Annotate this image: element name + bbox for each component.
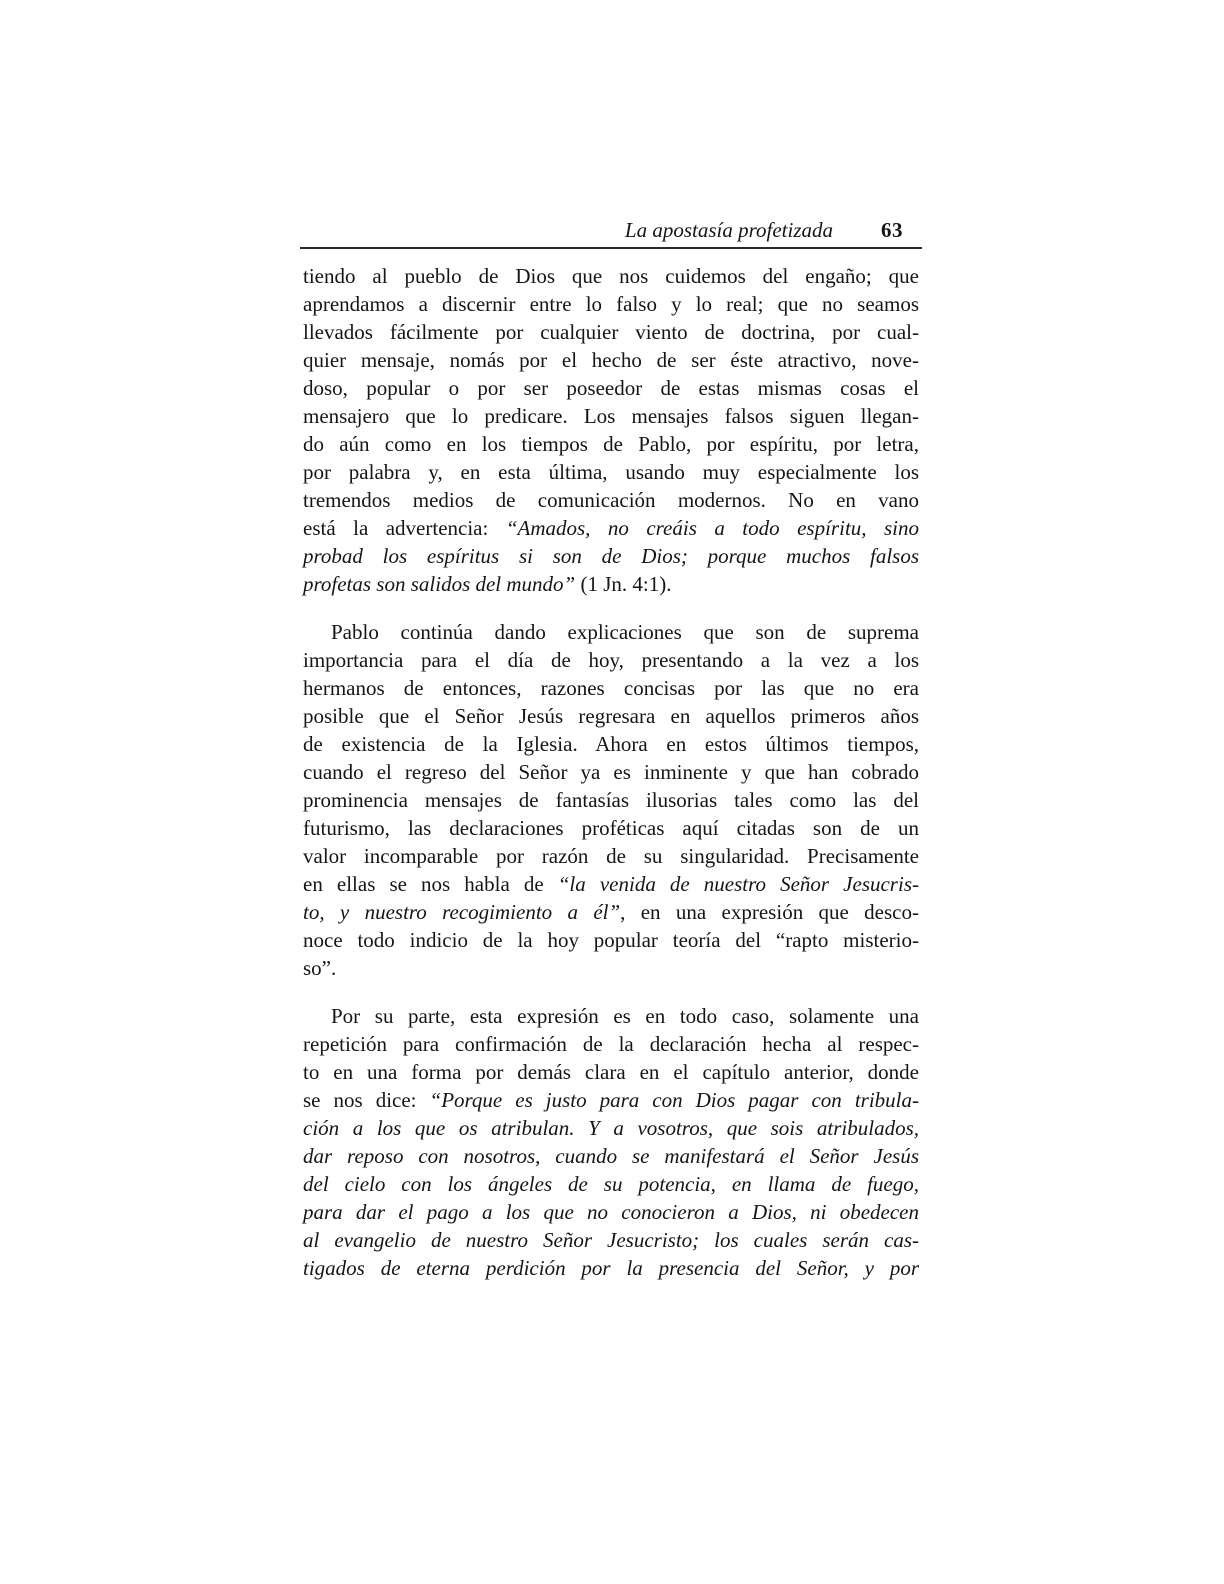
text-line — [303, 814, 919, 842]
text-segment: Por su parte, esta expresión es en todo caso, solamente una — [331, 1004, 919, 1028]
text-line — [303, 702, 919, 730]
text-line — [303, 458, 919, 486]
text-line — [303, 262, 919, 290]
text-segment: cuando el regreso del Señor ya es inminente y que han cobrado — [303, 760, 919, 784]
paragraph — [303, 618, 919, 982]
text-segment: , en una expresión que desco- — [620, 900, 919, 924]
text-segment: posible que el Señor Jesús regresara en aquellos primeros años — [303, 704, 919, 728]
text-line — [303, 542, 919, 570]
text-line — [303, 730, 919, 758]
text-segment: tremendos medios de comunicación modernos. No en vano — [303, 488, 919, 512]
text-segment: Pablo continúa dando explicaciones que son de suprema — [331, 620, 919, 644]
quote-segment: del cielo con los ángeles de su potencia, en llama de fuego, — [303, 1172, 919, 1196]
text-line — [303, 1170, 919, 1198]
text-line — [303, 1198, 919, 1226]
paragraph — [303, 262, 919, 598]
text-segment: llevados fácilmente por cualquier viento de doctrina, por cual- — [303, 320, 919, 344]
text-line — [303, 618, 919, 646]
quote-segment: “Porque es justo para con Dios pagar con tribula- — [429, 1088, 919, 1112]
text-segment: noce todo indicio de la hoy popular teoría del “rapto misterio- — [303, 928, 919, 952]
text-segment: hermanos de entonces, razones concisas por las que no era — [303, 676, 919, 700]
paragraph — [303, 1002, 919, 1282]
text-line — [303, 1142, 919, 1170]
text-segment: está la advertencia: — [303, 516, 506, 540]
text-segment: doso, popular o por ser poseedor de estas mismas cosas el — [303, 376, 919, 400]
quote-segment: profetas son salidos del mundo” — [303, 572, 576, 596]
text-segment: tiendo al pueblo de Dios que nos cuidemos del engaño; que — [303, 264, 919, 288]
quote-segment: dar reposo con nosotros, cuando se manifestará el Señor Jesús — [303, 1144, 919, 1168]
quote-segment: “Amados, no creáis a todo espíritu, sino — [505, 516, 920, 540]
text-line — [303, 786, 919, 814]
text-line — [303, 290, 919, 318]
quote-segment: para dar el pago a los que no conocieron a Dios, ni obedecen — [303, 1200, 919, 1224]
chapter-title: La apostasía profetizada — [624, 218, 833, 242]
text-line — [303, 1086, 919, 1114]
text-segment: quier mensaje, nomás por el hecho de ser éste atractivo, nove- — [303, 348, 919, 372]
text-line — [303, 954, 919, 982]
quote-segment: ción a los que os atribulan. Y a vosotros, que sois atribulados, — [303, 1116, 919, 1140]
quote-segment: “la venida de nuestro Señor Jesucris- — [557, 872, 919, 896]
quote-segment: probad los espíritus si son de Dios; porque muchos falsos — [303, 544, 919, 568]
text-segment: prominencia mensajes de fantasías ilusorias tales como las del — [303, 788, 919, 812]
text-line — [303, 486, 919, 514]
text-segment: mensajero que lo predicare. Los mensajes falsos siguen llegan- — [303, 404, 919, 428]
text-line — [303, 674, 919, 702]
text-segment: aprendamos a discernir entre lo falso y lo real; que no seamos — [303, 292, 919, 316]
text-segment: so”. — [303, 956, 337, 980]
text-line — [303, 1002, 919, 1030]
text-line — [303, 570, 919, 598]
text-line — [303, 346, 919, 374]
text-line — [303, 318, 919, 346]
text-segment: repetición para confirmación de la declaración hecha al respec- — [303, 1032, 919, 1056]
running-header — [303, 217, 919, 243]
quote-segment: to, y nuestro recogimiento a él” — [303, 900, 621, 924]
text-line — [303, 514, 919, 542]
text-line — [303, 1030, 919, 1058]
text-segment: en ellas se nos habla de — [303, 872, 558, 896]
text-segment: futurismo, las declaraciones proféticas aquí citadas son de un — [303, 816, 919, 840]
text-segment: valor incomparable por razón de su singularidad. Precisamente — [303, 844, 919, 868]
header-rule — [300, 247, 922, 249]
text-segment: se nos dice: — [303, 1088, 430, 1112]
text-line — [303, 870, 919, 898]
text-segment: do aún como en los tiempos de Pablo, por espíritu, por letra, — [303, 432, 919, 456]
quote-segment: tigados de eterna perdición por la presencia del Señor, y por — [303, 1256, 919, 1280]
text-block — [303, 262, 919, 1282]
text-segment: (1 Jn. 4:1). — [575, 572, 672, 596]
text-line — [303, 1114, 919, 1142]
text-segment: to en una forma por demás clara en el capítulo anterior, donde — [303, 1060, 919, 1084]
text-line — [303, 1058, 919, 1086]
text-line — [303, 402, 919, 430]
text-line — [303, 898, 919, 926]
text-line — [303, 374, 919, 402]
text-segment: de existencia de la Iglesia. Ahora en estos últimos tiempos, — [303, 732, 919, 756]
text-line — [303, 646, 919, 674]
text-line — [303, 430, 919, 458]
text-line — [303, 758, 919, 786]
text-segment: por palabra y, en esta última, usando muy especialmente los — [303, 460, 919, 484]
text-segment: importancia para el día de hoy, presentando a la vez a los — [303, 648, 919, 672]
text-line — [303, 1254, 919, 1282]
quote-segment: al evangelio de nuestro Señor Jesucristo; los cuales serán cas- — [303, 1228, 919, 1252]
text-line — [303, 1226, 919, 1254]
text-line — [303, 926, 919, 954]
text-line — [303, 842, 919, 870]
page-number: 63 — [881, 218, 903, 242]
